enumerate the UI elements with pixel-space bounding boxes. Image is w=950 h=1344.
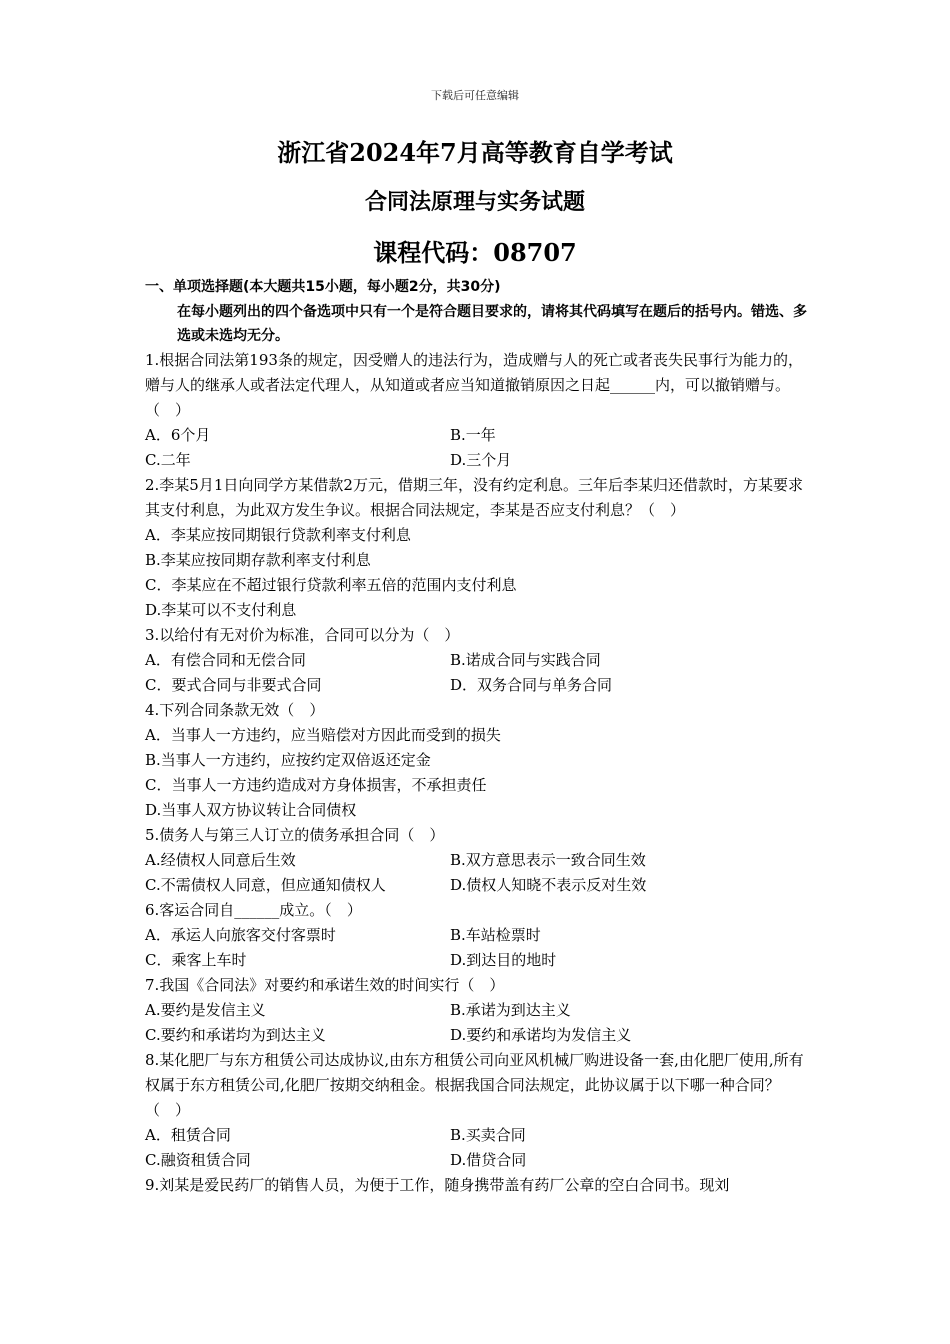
option-row [145, 873, 815, 898]
question-stem: 2.李某5月1日向同学方某借款2万元，借期三年，没有约定利息。三年后李某归还借款时，方某要求其支付利息，为此双方发生争议。根据合同法规定，李某是否应支付利息？（ ） [145, 476, 803, 519]
question-stem: 8.某化肥厂与东方租赁公司达成协议,由东方租赁公司向亚风机械厂购进设备一套,由化肥厂使用,所有权属于东方租赁公司,化肥厂按期交纳租金。根据我国合同法规定，此协议属于以下哪一种合同？（ ） [145, 1051, 804, 1119]
question-stem: 3.以给付有无对价为标准，合同可以分为（ ） [145, 626, 460, 644]
section-heading: 一、单项选择题(本大题共15小题，每小题2分，共30分) [145, 279, 501, 295]
option-a: A．承运人向旅客交付客票时 [145, 926, 336, 944]
option-c: C.不需债权人同意，但应通知债权人 [145, 876, 386, 894]
exam-title: 浙江省2024年7月高等教育自学考试 [277, 138, 673, 167]
option-row [145, 1123, 815, 1148]
option-a: A.要约是发信主义 [145, 1001, 266, 1019]
option-c: C.二年 [145, 451, 191, 469]
question-stem: 5.债务人与第三人订立的债务承担合同（ ） [145, 826, 445, 844]
question-stem: 9.刘某是爱民药厂的销售人员，为便于工作，随身携带盖有药厂公章的空白合同书。现刘 [145, 1176, 730, 1194]
option-d: D.李某可以不支付利息 [145, 601, 297, 619]
option-row [145, 1023, 815, 1048]
option-c: C．当事人一方违约造成对方身体损害，不承担责任 [145, 776, 487, 794]
option-row [145, 998, 815, 1023]
header-note: 下载后可任意编辑 [431, 89, 519, 102]
option-d: D.三个月 [450, 451, 512, 469]
subject-title: 合同法原理与实务试题 [364, 189, 585, 215]
option-a: A．6个月 [145, 426, 211, 444]
option-c: C.要约和承诺均为到达主义 [145, 1026, 326, 1044]
option-row [145, 948, 815, 973]
option-b: B.买卖合同 [450, 1126, 526, 1144]
question-stem: 7.我国《合同法》对要约和承诺生效的时间实行（ ） [145, 976, 505, 994]
question-stem: 6.客运合同自______成立。（ ） [145, 901, 362, 919]
option-row [145, 923, 815, 948]
option-a: A.经债权人同意后生效 [145, 851, 296, 869]
option-b: B.当事人一方违约，应按约定双倍返还定金 [145, 751, 431, 769]
option-a: A．有偿合同和无偿合同 [145, 651, 306, 669]
section-instructions: 在每小题列出的四个备选项中只有一个是符合题目要求的，请将其代码填写在题后的括号内。错选、多选或未选均无分。 [177, 304, 807, 344]
option-c: C．李某应在不超过银行贷款利率五倍的范围内支付利息 [145, 576, 517, 594]
option-b: B.一年 [450, 426, 496, 444]
option-d: D．双务合同与单务合同 [450, 676, 613, 694]
option-d: D.要约和承诺均为发信主义 [450, 1026, 632, 1044]
option-b: B.李某应按同期存款利率支付利息 [145, 551, 371, 569]
option-row [145, 673, 815, 698]
option-a: A．租赁合同 [145, 1126, 231, 1144]
option-c: C．乘客上车时 [145, 951, 247, 969]
option-c: C.融资租赁合同 [145, 1151, 251, 1169]
option-row [145, 423, 815, 448]
question-content [145, 275, 815, 1198]
option-b: B.双方意思表示一致合同生效 [450, 851, 646, 869]
option-row [145, 1148, 815, 1173]
option-row [145, 448, 815, 473]
option-d: D.借贷合同 [450, 1151, 527, 1169]
option-b: B.车站检票时 [450, 926, 541, 944]
option-d: D.当事人双方协议转让合同债权 [145, 801, 357, 819]
option-d: D.到达目的地时 [450, 951, 557, 969]
question-stem: 1.根据合同法第193条的规定，因受赠人的违法行为，造成赠与人的死亡或者丧失民事行为能力的，赠与人的继承人或者法定代理人，从知道或者应当知道撤销原因之日起______内，可以撤销赠与。（ ） [145, 351, 803, 419]
option-a: A．李某应按同期银行贷款利率支付利息 [145, 526, 411, 544]
option-a: A．当事人一方违约，应当赔偿对方因此而受到的损失 [145, 726, 501, 744]
option-b: B.诺成合同与实践合同 [450, 651, 601, 669]
option-row [145, 848, 815, 873]
option-b: B.承诺为到达主义 [450, 1001, 571, 1019]
option-d: D.债权人知晓不表示反对生效 [450, 876, 647, 894]
option-row [145, 648, 815, 673]
question-stem: 4.下列合同条款无效（ ） [145, 701, 325, 719]
course-code: 课程代码：08707 [373, 238, 577, 267]
option-c: C．要式合同与非要式合同 [145, 676, 322, 694]
